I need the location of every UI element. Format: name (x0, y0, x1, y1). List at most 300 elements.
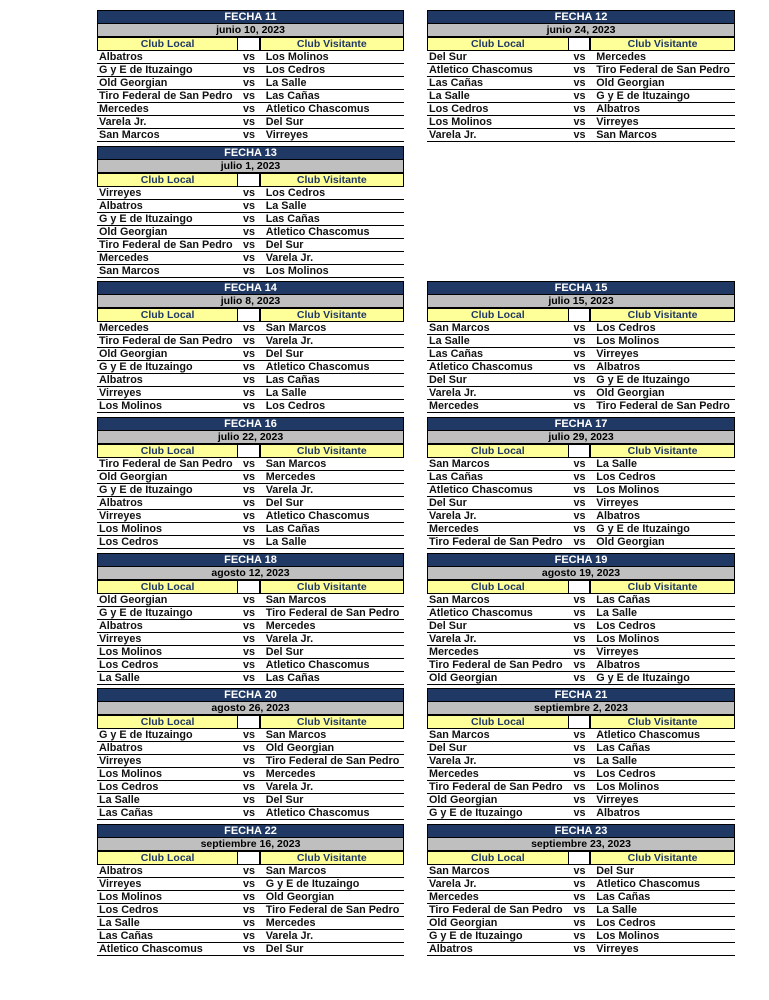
visiting-team: La Salle (596, 606, 638, 619)
matches-list (427, 865, 735, 956)
visiting-team: Tiro Federal de San Pedro (596, 64, 730, 76)
fixture-table (97, 417, 404, 549)
local-team: Varela Jr. (429, 387, 477, 400)
match-row (427, 51, 735, 64)
visiting-team: Del Sur (265, 943, 304, 956)
match-row (427, 865, 735, 878)
vs-label: vs (573, 471, 586, 484)
visiting-team: San Marcos (265, 593, 327, 606)
fixture-title: FECHA 22 (97, 824, 404, 838)
local-team: Mercedes (429, 523, 479, 536)
vs-label: vs (573, 374, 586, 387)
local-team: G y E de Ituzaingo (429, 930, 523, 943)
vs-label: vs (242, 917, 255, 930)
match-row (97, 659, 404, 672)
fixture-title: FECHA 23 (427, 824, 735, 838)
vs-label: vs (573, 51, 586, 63)
club-visitante-header: Club Visitante (260, 851, 404, 865)
local-team: Del Sur (429, 51, 467, 63)
vs-label: vs (242, 51, 255, 63)
match-row (427, 755, 735, 768)
local-team: San Marcos (429, 593, 490, 606)
subheader-spacer (238, 444, 259, 458)
club-local-header: Club Local (97, 308, 238, 322)
match-row (427, 607, 735, 620)
local-team: Albatros (99, 742, 143, 755)
visiting-team: Atletico Chascomus (265, 103, 370, 115)
local-team: Mercedes (429, 400, 479, 413)
local-team: Albatros (99, 619, 143, 632)
fixture-date: agosto 26, 2023 (97, 702, 404, 715)
visiting-team: Los Molinos (596, 781, 660, 794)
local-team: Los Molinos (99, 891, 162, 904)
local-team: Mercedes (99, 103, 149, 115)
match-row (427, 497, 735, 510)
visiting-team: Albatros (596, 361, 641, 374)
visiting-team: Varela Jr. (265, 930, 314, 943)
visiting-team: G y E de Ituzaingo (596, 374, 690, 387)
local-team: Los Molinos (99, 400, 162, 413)
match-row (97, 904, 404, 917)
club-local-header: Club Local (97, 173, 238, 187)
fixture-date: agosto 12, 2023 (97, 567, 404, 580)
match-row (427, 458, 735, 471)
local-team: Tiro Federal de San Pedro (99, 458, 233, 471)
visiting-team: Virreyes (596, 645, 639, 658)
vs-label: vs (242, 361, 255, 374)
fixture-date: junio 10, 2023 (97, 24, 404, 37)
local-team: La Salle (429, 335, 470, 348)
vs-label: vs (573, 768, 586, 781)
fixture-table (97, 281, 404, 413)
match-row (427, 523, 735, 536)
match-row (427, 116, 735, 129)
vs-label: vs (242, 103, 255, 115)
local-team: Las Cañas (429, 471, 484, 484)
subheader-spacer (238, 308, 259, 322)
fixture-date: julio 1, 2023 (97, 160, 404, 173)
fixture-title: FECHA 21 (427, 688, 735, 702)
match-row (427, 646, 735, 659)
vs-label: vs (242, 497, 255, 510)
visiting-team: Los Cedros (596, 917, 656, 930)
visiting-team: Los Cedros (596, 471, 656, 484)
local-team: G y E de Ituzaingo (99, 64, 193, 76)
vs-label: vs (573, 865, 586, 878)
visiting-team: Old Georgian (596, 536, 665, 549)
club-visitante-header: Club Visitante (260, 173, 404, 187)
fixture-date: julio 22, 2023 (97, 431, 404, 444)
fixture-table (97, 10, 404, 141)
local-team: Del Sur (429, 374, 467, 387)
local-team: San Marcos (429, 729, 490, 742)
vs-label: vs (242, 348, 255, 361)
visiting-team: Los Molinos (596, 632, 660, 645)
match-row (97, 865, 404, 878)
vs-label: vs (242, 891, 255, 904)
match-row (97, 335, 404, 348)
match-row (427, 729, 735, 742)
vs-label: vs (242, 865, 255, 878)
vs-label: vs (573, 742, 586, 755)
visiting-team: San Marcos (265, 729, 327, 742)
matches-list (97, 51, 404, 142)
match-row (97, 484, 404, 497)
vs-label: vs (242, 619, 255, 632)
vs-label: vs (242, 90, 255, 102)
fixture-date: septiembre 16, 2023 (97, 838, 404, 851)
match-row (427, 471, 735, 484)
vs-label: vs (242, 335, 255, 348)
local-team: Mercedes (429, 768, 479, 781)
fixtures-grid (97, 10, 735, 956)
local-team: Albatros (99, 497, 143, 510)
match-row (97, 620, 404, 633)
vs-label: vs (242, 930, 255, 943)
fixture-table (97, 146, 404, 277)
fixture-table (97, 688, 404, 820)
vs-label: vs (242, 510, 255, 523)
match-row (97, 77, 404, 90)
fixture-subheader (97, 173, 404, 187)
club-visitante-header: Club Visitante (260, 444, 404, 458)
visiting-team: La Salle (265, 77, 307, 89)
vs-label: vs (573, 943, 586, 956)
vs-label: vs (242, 794, 255, 807)
local-team: Del Sur (429, 742, 467, 755)
vs-label: vs (573, 904, 586, 917)
vs-label: vs (242, 729, 255, 742)
fixture-subheader (97, 444, 404, 458)
local-team: Albatros (99, 199, 143, 212)
local-team: Tiro Federal de San Pedro (429, 536, 563, 549)
local-team: Albatros (99, 374, 143, 387)
local-team: Mercedes (99, 322, 149, 335)
fixture-title: FECHA 16 (97, 417, 404, 431)
matches-list (427, 594, 735, 685)
matches-list (427, 322, 735, 413)
visiting-team: Varela Jr. (265, 632, 314, 645)
visiting-team: Varela Jr. (265, 781, 314, 794)
match-row (427, 322, 735, 335)
visiting-team: Albatros (596, 103, 641, 115)
vs-label: vs (573, 348, 586, 361)
visiting-team: Del Sur (596, 865, 635, 878)
local-team: Virreyes (99, 878, 142, 891)
fixture-title: FECHA 18 (97, 553, 404, 567)
match-row (427, 64, 735, 77)
local-team: La Salle (429, 90, 470, 102)
vs-label: vs (242, 536, 255, 549)
match-row (427, 335, 735, 348)
visiting-team: Mercedes (265, 917, 316, 930)
local-team: Old Georgian (429, 671, 498, 684)
match-row (97, 51, 404, 64)
match-row (427, 129, 735, 142)
local-team: Varela Jr. (429, 878, 477, 891)
local-team: Tiro Federal de San Pedro (99, 335, 233, 348)
local-team: G y E de Ituzaingo (99, 484, 193, 497)
fixture-table (427, 824, 735, 956)
club-visitante-header: Club Visitante (590, 37, 735, 51)
fixture-subheader (427, 851, 735, 865)
local-team: G y E de Ituzaingo (99, 212, 193, 225)
visiting-team: La Salle (265, 387, 307, 400)
visiting-team: Virreyes (596, 497, 639, 510)
visiting-team: Los Molinos (265, 51, 329, 63)
visiting-team: Virreyes (596, 348, 639, 361)
club-local-header: Club Local (97, 444, 238, 458)
subheader-spacer (569, 715, 591, 729)
local-team: Old Georgian (429, 917, 498, 930)
match-row (427, 878, 735, 891)
fixture-title: FECHA 12 (427, 10, 735, 24)
club-visitante-header: Club Visitante (590, 851, 735, 865)
local-team: Tiro Federal de San Pedro (429, 781, 563, 794)
fixture-table (427, 553, 735, 684)
visiting-team: La Salle (265, 536, 307, 549)
vs-label: vs (242, 387, 255, 400)
matches-list (97, 729, 404, 820)
local-team: Atletico Chascomus (429, 606, 533, 619)
match-row (427, 943, 735, 956)
local-team: Tiro Federal de San Pedro (429, 904, 563, 917)
match-row (97, 807, 404, 820)
match-row (97, 930, 404, 943)
local-team: Del Sur (429, 497, 467, 510)
visiting-team: Las Cañas (596, 742, 651, 755)
local-team: Atletico Chascomus (429, 484, 533, 497)
local-team: La Salle (99, 917, 140, 930)
local-team: Varela Jr. (429, 510, 477, 523)
local-team: Virreyes (99, 632, 142, 645)
visiting-team: Varela Jr. (265, 251, 314, 264)
visiting-team: Mercedes (265, 768, 316, 781)
local-team: Varela Jr. (429, 129, 477, 141)
vs-label: vs (573, 645, 586, 658)
match-row (97, 794, 404, 807)
match-row (97, 536, 404, 549)
local-team: Los Molinos (99, 645, 162, 658)
local-team: Los Cedros (99, 536, 159, 549)
vs-label: vs (573, 90, 586, 102)
matches-list (97, 594, 404, 685)
fixture-title: FECHA 14 (97, 281, 404, 295)
local-team: Los Cedros (429, 103, 489, 115)
vs-label: vs (242, 238, 255, 251)
local-team: Las Cañas (429, 348, 484, 361)
visiting-team: Atletico Chascomus (265, 361, 370, 374)
vs-label: vs (573, 510, 586, 523)
vs-label: vs (242, 593, 255, 606)
visiting-team: San Marcos (265, 322, 327, 335)
match-row (97, 129, 404, 142)
club-local-header: Club Local (427, 851, 569, 865)
visiting-team: Tiro Federal de San Pedro (265, 755, 400, 768)
match-row (427, 594, 735, 607)
local-team: Tiro Federal de San Pedro (99, 90, 233, 102)
fixture-table (97, 553, 404, 684)
fixture-title: FECHA 15 (427, 281, 735, 295)
match-row (97, 891, 404, 904)
fixture-subheader (427, 715, 735, 729)
local-team: San Marcos (429, 322, 490, 335)
club-local-header: Club Local (427, 580, 569, 594)
vs-label: vs (242, 523, 255, 536)
match-row (427, 510, 735, 523)
visiting-team: Old Georgian (265, 891, 335, 904)
match-row (97, 187, 404, 200)
fixture-title: FECHA 11 (97, 10, 404, 24)
fixture-subheader (427, 580, 735, 594)
local-team: Los Cedros (99, 904, 159, 917)
vs-label: vs (242, 116, 255, 128)
match-row (427, 361, 735, 374)
local-team: Old Georgian (99, 225, 168, 238)
fixture-table (97, 824, 404, 956)
visiting-team: Old Georgian (596, 77, 665, 89)
club-visitante-header: Club Visitante (260, 580, 404, 594)
match-row (97, 943, 404, 956)
vs-label: vs (242, 64, 255, 76)
fixture-subheader (427, 444, 735, 458)
vs-label: vs (573, 64, 586, 76)
club-visitante-header: Club Visitante (260, 308, 404, 322)
fixture-subheader (427, 308, 735, 322)
visiting-team: Tiro Federal de San Pedro (596, 400, 730, 413)
local-team: Tiro Federal de San Pedro (99, 238, 233, 251)
local-team: G y E de Ituzaingo (99, 606, 193, 619)
match-row (97, 458, 404, 471)
visiting-team: Tiro Federal de San Pedro (265, 606, 400, 619)
vs-label: vs (242, 645, 255, 658)
visiting-team: Atletico Chascomus (265, 807, 370, 820)
vs-label: vs (242, 755, 255, 768)
vs-label: vs (242, 471, 255, 484)
local-team: Del Sur (429, 619, 467, 632)
visiting-team: Varela Jr. (265, 484, 314, 497)
vs-label: vs (242, 212, 255, 225)
visiting-team: Atletico Chascomus (596, 729, 701, 742)
visiting-team: Atletico Chascomus (265, 510, 370, 523)
visiting-team: Virreyes (596, 943, 639, 956)
match-row (97, 510, 404, 523)
matches-list (427, 51, 735, 142)
vs-label: vs (573, 658, 586, 671)
vs-label: vs (242, 199, 255, 212)
club-visitante-header: Club Visitante (590, 715, 735, 729)
vs-label: vs (242, 129, 255, 141)
vs-label: vs (573, 794, 586, 807)
match-row (97, 239, 404, 252)
fixture-title: FECHA 20 (97, 688, 404, 702)
match-row (97, 387, 404, 400)
local-team: Mercedes (99, 251, 149, 264)
match-row (427, 387, 735, 400)
vs-label: vs (573, 103, 586, 115)
local-team: San Marcos (429, 865, 490, 878)
match-row (427, 768, 735, 781)
match-row (97, 226, 404, 239)
local-team: Los Molinos (429, 116, 492, 128)
vs-label: vs (242, 606, 255, 619)
vs-label: vs (242, 632, 255, 645)
matches-list (97, 865, 404, 956)
club-local-header: Club Local (427, 37, 569, 51)
matches-list (427, 729, 735, 820)
vs-label: vs (242, 878, 255, 891)
vs-label: vs (242, 400, 255, 413)
vs-label: vs (573, 129, 586, 141)
match-row (97, 755, 404, 768)
match-row (97, 594, 404, 607)
subheader-spacer (569, 37, 591, 51)
subheader-spacer (238, 37, 259, 51)
match-row (97, 646, 404, 659)
vs-label: vs (573, 755, 586, 768)
vs-label: vs (242, 77, 255, 89)
visiting-team: San Marcos (265, 458, 327, 471)
visiting-team: Albatros (596, 807, 641, 820)
fixture-subheader (97, 308, 404, 322)
visiting-team: Las Cañas (265, 90, 320, 102)
local-team: Los Molinos (99, 523, 162, 536)
vs-label: vs (242, 658, 255, 671)
vs-label: vs (573, 335, 586, 348)
local-team: Atletico Chascomus (429, 361, 533, 374)
fixture-subheader (97, 37, 404, 51)
vs-label: vs (573, 523, 586, 536)
vs-label: vs (242, 781, 255, 794)
vs-label: vs (573, 807, 586, 820)
local-team: Mercedes (429, 891, 479, 904)
visiting-team: Mercedes (265, 619, 316, 632)
visiting-team: Del Sur (265, 645, 304, 658)
visiting-team: Las Cañas (265, 212, 320, 225)
visiting-team: Los Molinos (596, 930, 660, 943)
vs-label: vs (573, 619, 586, 632)
vs-label: vs (573, 484, 586, 497)
match-row (427, 620, 735, 633)
visiting-team: G y E de Ituzaingo (596, 90, 690, 102)
match-row (97, 672, 404, 685)
vs-label: vs (573, 917, 586, 930)
vs-label: vs (573, 361, 586, 374)
local-team: Atletico Chascomus (99, 943, 203, 956)
fixture-subheader (97, 715, 404, 729)
visiting-team: Del Sur (265, 116, 304, 128)
local-team: Las Cañas (429, 77, 484, 89)
fixture-title: FECHA 17 (427, 417, 735, 431)
club-local-header: Club Local (427, 444, 569, 458)
local-team: Varela Jr. (429, 755, 477, 768)
match-row (97, 729, 404, 742)
visiting-team: Virreyes (596, 116, 639, 128)
local-team: G y E de Ituzaingo (99, 729, 193, 742)
match-row (427, 781, 735, 794)
subheader-spacer (569, 580, 591, 594)
match-row (97, 322, 404, 335)
vs-label: vs (573, 458, 586, 471)
match-row (97, 90, 404, 103)
match-row (427, 659, 735, 672)
match-row (97, 768, 404, 781)
local-team: Old Georgian (99, 593, 168, 606)
vs-label: vs (573, 116, 586, 128)
vs-label: vs (242, 742, 255, 755)
local-team: Las Cañas (99, 807, 154, 820)
local-team: Old Georgian (429, 794, 498, 807)
